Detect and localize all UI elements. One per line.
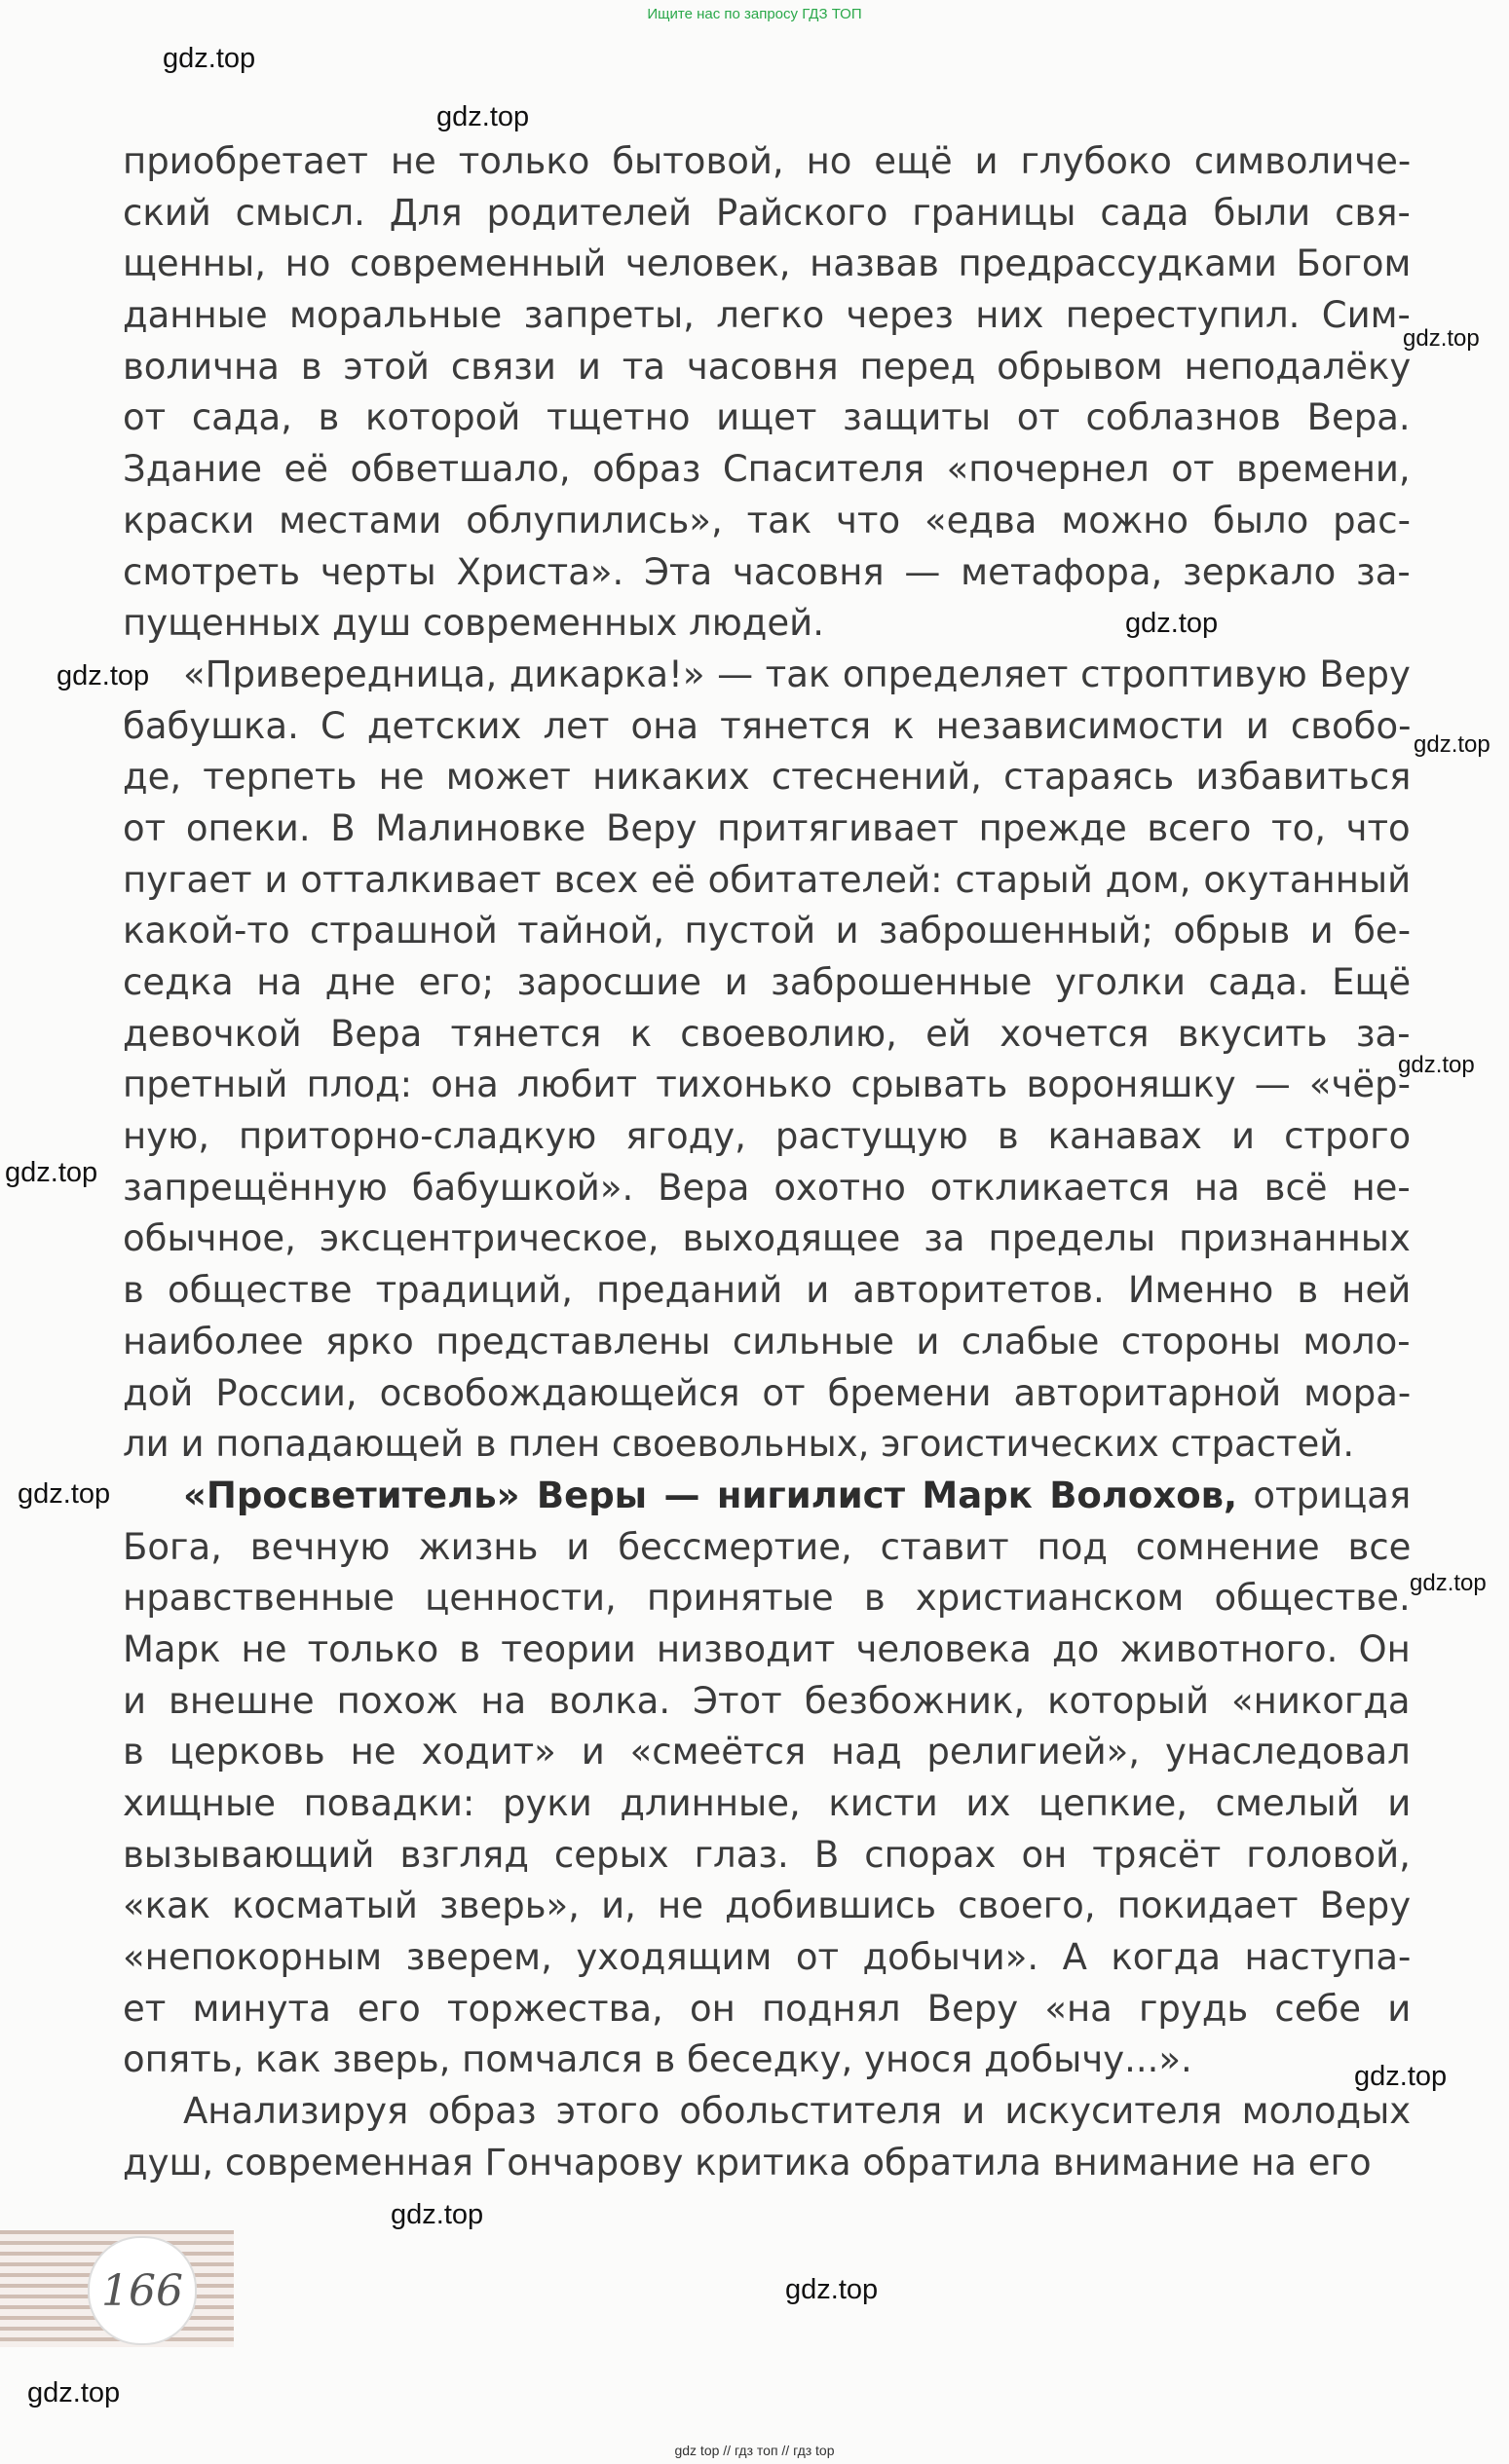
line-text: нравственные ценности, принятые в христианском обществе. [123, 1577, 1411, 1620]
text-line [123, 1419, 1411, 1471]
main-text [123, 136, 1411, 2189]
text-line [123, 1471, 1411, 1522]
line-text: ную, приторно-сладкую ягоду, растущую в канавах и строго [123, 1115, 1411, 1158]
line-text: отрицая [1237, 1474, 1411, 1516]
watermark: gdz.top [1398, 1052, 1475, 1078]
text-line [123, 342, 1411, 393]
text-line [123, 1624, 1411, 1676]
text-line [123, 1984, 1411, 2035]
footer-note: gdz top // гдз топ // гдз top [674, 2443, 835, 2458]
watermark: gdz.top [1410, 1570, 1487, 1596]
line-text: душ, современная Гончарову критика обратила внимание на его [123, 2141, 1372, 2184]
line-text: вызывающий взгляд серых глаз. В спорах он трясёт головой, [123, 1833, 1411, 1876]
text-line [123, 1111, 1411, 1163]
text-line [123, 1778, 1411, 1830]
page-number-badge [88, 2236, 197, 2345]
watermark: gdz.top [1125, 608, 1219, 639]
line-text: ет минута его торжества, он поднял Веру «на грудь себе и [123, 1987, 1411, 2030]
text-line [123, 1317, 1411, 1368]
text-line [123, 547, 1411, 599]
line-text: щенны, но современный человек, назвав предрассудками Богом [123, 243, 1411, 285]
line-text: Анализируя образ этого обольстителя и искусителя молодых [183, 2090, 1411, 2133]
text-line [123, 1213, 1411, 1265]
line-text: какой-то страшной тайной, пустой и заброшенный; обрыв и бе- [123, 910, 1411, 952]
text-line [123, 906, 1411, 957]
line-text: ли и попадающей в плен своевольных, эгоистических страстей. [123, 1423, 1355, 1466]
text-line [123, 957, 1411, 1009]
text-line [123, 803, 1411, 855]
watermark: gdz.top [18, 1478, 111, 1510]
line-text: от опеки. В Малиновке Веру притягивает прежде всего то, что [123, 806, 1411, 849]
line-text: де, терпеть не может никаких стеснений, стараясь избавиться [123, 756, 1411, 799]
watermark: gdz.top [1403, 325, 1480, 352]
watermark: gdz.top [1354, 2061, 1448, 2092]
text-line [123, 1163, 1411, 1214]
line-text: в обществе традиций, преданий и авторитетов. Именно в ней [123, 1269, 1411, 1312]
line-text: седка на дне его; заросшие и заброшенные уголки сада. Ещё [123, 961, 1411, 1003]
watermark: gdz.top [163, 43, 256, 74]
text-line [123, 444, 1411, 496]
text-line [123, 1830, 1411, 1882]
line-text: хищные повадки: руки длинные, кисти их цепкие, смелый и [123, 1782, 1411, 1824]
line-text: «как косматый зверь», и, не добившись своего, покидает Веру [123, 1885, 1411, 1927]
line-text: наиболее ярко представлены сильные и слабые стороны моло- [123, 1320, 1411, 1363]
bold-phrase: «Просветитель» Веры — нигилист Марк Волохов, [183, 1474, 1238, 1516]
watermark: gdz.top [391, 2199, 484, 2230]
text-line [123, 1368, 1411, 1420]
line-text: данные моральные запреты, легко через них переступил. Сим- [123, 294, 1411, 337]
text-line [123, 1727, 1411, 1778]
line-text: пущенных душ современных людей. [123, 602, 824, 645]
text-line [123, 188, 1411, 240]
line-text: обычное, эксцентрическое, выходящее за пределы признанных [123, 1217, 1411, 1260]
text-line [123, 239, 1411, 290]
text-line [123, 136, 1411, 188]
text-line [123, 2138, 1411, 2189]
line-text: волична в этой связи и та часовня перед обрывом неподалёку [123, 345, 1411, 388]
text-line [123, 496, 1411, 547]
line-text: дой России, освобождающейся от бремени авторитарной мора- [123, 1371, 1411, 1414]
line-text: «непокорным зверем, уходящим от добычи». А когда наступа- [123, 1936, 1411, 1979]
header-note: Ищите нас по запросу ГДЗ ТОП [647, 6, 862, 22]
line-text: бабушка. С детских лет она тянется к независимости и свобо- [123, 704, 1411, 747]
line-text: в церковь не ходит» и «смеётся над религией», унаследовал [123, 1731, 1411, 1773]
text-line [123, 752, 1411, 803]
watermark: gdz.top [436, 101, 530, 132]
page-number: 166 [101, 2265, 183, 2316]
text-line [123, 1265, 1411, 1317]
text-line [123, 1573, 1411, 1624]
watermark: gdz.top [27, 2377, 121, 2408]
line-text: приобретает не только бытовой, но ещё и глубоко символиче- [123, 140, 1411, 182]
watermark: gdz.top [785, 2274, 879, 2305]
watermark: gdz.top [1414, 731, 1490, 758]
text-line [123, 855, 1411, 907]
line-text: и внешне похож на волка. Этот безбожник, который «никогда [123, 1679, 1411, 1722]
text-line [123, 1932, 1411, 1984]
text-line [123, 2086, 1411, 2138]
line-text: Бога, вечную жизнь и бессмертие, ставит под сомнение все [123, 1525, 1411, 1568]
line-text: претный плод: она любит тихонько срывать вороняшку — «чёр- [123, 1064, 1411, 1106]
line-text: Марк не только в теории низводит человека до животного. Он [123, 1627, 1411, 1670]
line-text: «Привередница, дикарка!» — так определяет строптивую Веру [183, 653, 1411, 695]
watermark: gdz.top [5, 1157, 98, 1188]
line-text: ский смысл. Для родителей Райского границы сада были свя- [123, 191, 1411, 234]
text-line [123, 1881, 1411, 1932]
text-line [123, 1676, 1411, 1728]
text-line [123, 1060, 1411, 1111]
watermark: gdz.top [57, 660, 150, 691]
line-text: девочкой Вера тянется к своеволию, ей хочется вкусить за- [123, 1012, 1411, 1055]
text-line [123, 1522, 1411, 1574]
text-line [123, 1009, 1411, 1061]
line-text: краски местами облупились», так что «едва можно было рас- [123, 499, 1411, 541]
line-text: запрещённую бабушкой». Вера охотно откликается на всё не- [123, 1166, 1411, 1209]
line-text: опять, как зверь, помчался в беседку, унося добычу...». [123, 2038, 1192, 2081]
line-text: Здание её обветшало, образ Спасителя «почернел от времени, [123, 448, 1411, 491]
line-text: смотреть черты Христа». Эта часовня — метафора, зеркало за- [123, 550, 1411, 593]
text-line [123, 2035, 1411, 2086]
text-line [123, 650, 1411, 701]
text-line [123, 290, 1411, 342]
text-line [123, 392, 1411, 444]
line-text: от сада, в которой тщетно ищет защиты от соблазнов Вера. [123, 396, 1411, 439]
line-text: пугает и отталкивает всех её обитателей: старый дом, окутанный [123, 858, 1411, 901]
text-line [123, 701, 1411, 753]
